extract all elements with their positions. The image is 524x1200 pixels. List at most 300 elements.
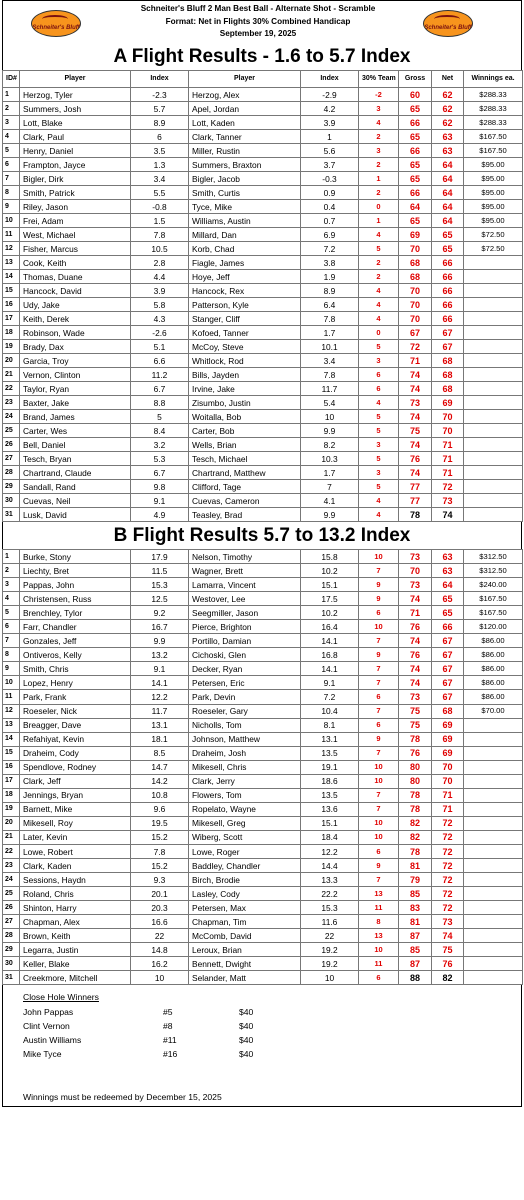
- net-score: 67: [432, 326, 464, 340]
- table-row: [3, 172, 523, 186]
- winnings: $86.00: [464, 634, 523, 648]
- net-score: 72: [432, 873, 464, 887]
- table-row: [3, 676, 523, 690]
- index-2: 19.1: [301, 760, 359, 774]
- winnings: [464, 788, 523, 802]
- index-2: 13.6: [301, 802, 359, 816]
- index-1: 9.3: [131, 873, 189, 887]
- index-2: 0.9: [301, 186, 359, 200]
- player-2: Mikesell, Chris: [189, 760, 301, 774]
- gross-score: 70: [399, 298, 432, 312]
- team-handicap: 10: [359, 816, 399, 830]
- player-1: Keith, Derek: [20, 312, 131, 326]
- winnings: [464, 410, 523, 424]
- winnings: [464, 298, 523, 312]
- player-2: Nicholls, Tom: [189, 718, 301, 732]
- player-2: Bigler, Jacob: [189, 172, 301, 186]
- gross-score: 74: [399, 368, 432, 382]
- gross-score: 87: [399, 929, 432, 943]
- row-id: 21: [3, 830, 20, 844]
- gross-score: 74: [399, 592, 432, 606]
- winnings: $70.00: [464, 704, 523, 718]
- table-row: [3, 88, 523, 102]
- player-1: Herzog, Tyler: [20, 88, 131, 102]
- net-score: 67: [432, 690, 464, 704]
- hole-number: #11: [163, 1035, 177, 1046]
- index-2: 13.5: [301, 746, 359, 760]
- row-id: 4: [3, 130, 20, 144]
- index-1: 17.9: [131, 550, 189, 564]
- table-row: [3, 270, 523, 284]
- index-2: 4.2: [301, 102, 359, 116]
- team-handicap: 5: [359, 480, 399, 494]
- index-1: 15.3: [131, 578, 189, 592]
- index-1: -0.8: [131, 200, 189, 214]
- row-id: 25: [3, 424, 20, 438]
- table-row: [3, 340, 523, 354]
- winnings: $95.00: [464, 172, 523, 186]
- team-handicap: 7: [359, 662, 399, 676]
- index-1: 9.2: [131, 606, 189, 620]
- index-1: 3.2: [131, 438, 189, 452]
- index-2: 3.9: [301, 116, 359, 130]
- table-row: [3, 550, 523, 564]
- index-2: 11.6: [301, 915, 359, 929]
- net-score: 71: [432, 788, 464, 802]
- col-winnings-header: Winnings ea.: [464, 71, 523, 88]
- player-1: Breagger, Dave: [20, 718, 131, 732]
- team-handicap: 2: [359, 130, 399, 144]
- winnings: [464, 971, 523, 985]
- row-id: 15: [3, 746, 20, 760]
- player-2: Wagner, Brett: [189, 564, 301, 578]
- row-id: 11: [3, 228, 20, 242]
- table-row: [3, 620, 523, 634]
- player-2: Bills, Jayden: [189, 368, 301, 382]
- index-1: 11.2: [131, 368, 189, 382]
- team-handicap: 5: [359, 410, 399, 424]
- player-1: Summers, Josh: [20, 102, 131, 116]
- player-2: Fiagle, James: [189, 256, 301, 270]
- gross-score: 73: [399, 690, 432, 704]
- gross-score: 74: [399, 466, 432, 480]
- gross-score: 76: [399, 648, 432, 662]
- gross-score: 73: [399, 396, 432, 410]
- net-score: 65: [432, 592, 464, 606]
- gross-score: 75: [399, 704, 432, 718]
- gross-score: 70: [399, 242, 432, 256]
- table-row: [3, 452, 523, 466]
- team-handicap: 9: [359, 578, 399, 592]
- index-2: 7.2: [301, 690, 359, 704]
- row-id: 16: [3, 760, 20, 774]
- row-id: 14: [3, 270, 20, 284]
- row-id: 21: [3, 368, 20, 382]
- winner-name: Austin Williams: [23, 1035, 82, 1046]
- team-handicap: 7: [359, 634, 399, 648]
- index-1: 3.9: [131, 284, 189, 298]
- gross-score: 70: [399, 564, 432, 578]
- player-1: Sessions, Haydn: [20, 873, 131, 887]
- player-2: Summers, Braxton: [189, 158, 301, 172]
- team-handicap: 5: [359, 340, 399, 354]
- row-id: 18: [3, 788, 20, 802]
- net-score: 63: [432, 564, 464, 578]
- player-2: Cichoski, Glen: [189, 648, 301, 662]
- player-1: Riley, Jason: [20, 200, 131, 214]
- winnings: $167.50: [464, 606, 523, 620]
- row-id: 5: [3, 606, 20, 620]
- gross-score: 65: [399, 102, 432, 116]
- table-row: [3, 957, 523, 971]
- index-2: 15.1: [301, 578, 359, 592]
- team-handicap: 3: [359, 354, 399, 368]
- table-row: [3, 396, 523, 410]
- team-handicap: 6: [359, 606, 399, 620]
- index-2: 8.1: [301, 718, 359, 732]
- index-1: 5: [131, 410, 189, 424]
- table-row: [3, 578, 523, 592]
- index-2: 5.4: [301, 396, 359, 410]
- index-1: 10.5: [131, 242, 189, 256]
- player-1: Draheim, Cody: [20, 746, 131, 760]
- row-id: 25: [3, 887, 20, 901]
- table-row: [3, 971, 523, 985]
- gross-score: 71: [399, 606, 432, 620]
- table-row: [3, 873, 523, 887]
- table-row: [3, 634, 523, 648]
- net-score: 70: [432, 410, 464, 424]
- row-id: 9: [3, 662, 20, 676]
- gross-score: 75: [399, 424, 432, 438]
- col-gross-header: Gross: [399, 71, 432, 88]
- table-row: [3, 718, 523, 732]
- player-2: Williams, Austin: [189, 214, 301, 228]
- gross-score: 66: [399, 186, 432, 200]
- winner-name: Clint Vernon: [23, 1021, 70, 1032]
- player-1: Bigler, Dirk: [20, 172, 131, 186]
- net-score: 72: [432, 859, 464, 873]
- index-1: 6.7: [131, 466, 189, 480]
- gross-score: 73: [399, 578, 432, 592]
- index-2: -2.9: [301, 88, 359, 102]
- team-handicap: 4: [359, 312, 399, 326]
- gross-score: 68: [399, 270, 432, 284]
- index-1: 14.8: [131, 943, 189, 957]
- winnings: [464, 424, 523, 438]
- winnings: [464, 887, 523, 901]
- gross-score: 82: [399, 816, 432, 830]
- index-1: 7.8: [131, 844, 189, 858]
- player-1: Gonzales, Jeff: [20, 634, 131, 648]
- gross-score: 82: [399, 830, 432, 844]
- index-2: 15.3: [301, 901, 359, 915]
- winnings: [464, 929, 523, 943]
- player-1: Refahiyat, Kevin: [20, 732, 131, 746]
- index-1: 14.7: [131, 760, 189, 774]
- player-2: Whitlock, Rod: [189, 354, 301, 368]
- index-1: 1.3: [131, 158, 189, 172]
- table-row: [3, 200, 523, 214]
- index-2: 0.7: [301, 214, 359, 228]
- team-handicap: 5: [359, 452, 399, 466]
- gross-score: 87: [399, 957, 432, 971]
- index-2: 3.4: [301, 354, 359, 368]
- net-score: 69: [432, 746, 464, 760]
- player-1: Clark, Jeff: [20, 774, 131, 788]
- winnings: $72.50: [464, 242, 523, 256]
- index-1: 20.3: [131, 901, 189, 915]
- player-2: Lasley, Cody: [189, 887, 301, 901]
- player-2: Clark, Jerry: [189, 774, 301, 788]
- net-score: 66: [432, 284, 464, 298]
- player-2: Zisumbo, Justin: [189, 396, 301, 410]
- player-2: Selander, Matt: [189, 971, 301, 985]
- index-2: 14.1: [301, 634, 359, 648]
- player-1: Brenchley, Tylor: [20, 606, 131, 620]
- net-score: 69: [432, 732, 464, 746]
- winnings: $95.00: [464, 186, 523, 200]
- player-2: Wiberg, Scott: [189, 830, 301, 844]
- team-handicap: 10: [359, 620, 399, 634]
- table-row: [3, 312, 523, 326]
- player-2: Kofoed, Tanner: [189, 326, 301, 340]
- player-1: Farr, Chandler: [20, 620, 131, 634]
- player-1: Hancock, David: [20, 284, 131, 298]
- table-row: [3, 648, 523, 662]
- gross-score: 64: [399, 200, 432, 214]
- index-2: 1.7: [301, 466, 359, 480]
- index-2: 1: [301, 130, 359, 144]
- row-id: 23: [3, 859, 20, 873]
- index-1: 5.5: [131, 186, 189, 200]
- table-row: [3, 186, 523, 200]
- index-2: 10: [301, 971, 359, 985]
- index-1: 13.2: [131, 648, 189, 662]
- index-2: 14.1: [301, 662, 359, 676]
- player-2: Westover, Lee: [189, 592, 301, 606]
- table-row: [3, 410, 523, 424]
- close-hole-title: Close Hole Winners: [23, 992, 99, 1003]
- row-id: 1: [3, 550, 20, 564]
- player-1: Legarra, Justin: [20, 943, 131, 957]
- gross-score: 74: [399, 634, 432, 648]
- net-score: 72: [432, 901, 464, 915]
- player-1: Cook, Keith: [20, 256, 131, 270]
- table-row: [3, 494, 523, 508]
- net-score: 68: [432, 382, 464, 396]
- player-2: Seegmiller, Jason: [189, 606, 301, 620]
- winnings: [464, 396, 523, 410]
- team-handicap: 13: [359, 887, 399, 901]
- row-id: 31: [3, 971, 20, 985]
- index-2: 16.4: [301, 620, 359, 634]
- gross-score: 77: [399, 494, 432, 508]
- player-2: Park, Devin: [189, 690, 301, 704]
- team-handicap: 9: [359, 732, 399, 746]
- player-2: Hancock, Rex: [189, 284, 301, 298]
- row-id: 19: [3, 340, 20, 354]
- team-handicap: 6: [359, 844, 399, 858]
- header: [2, 0, 522, 44]
- index-2: 10.2: [301, 564, 359, 578]
- team-handicap: 7: [359, 873, 399, 887]
- team-handicap: 9: [359, 648, 399, 662]
- winnings: [464, 732, 523, 746]
- hole-number: #5: [163, 1007, 173, 1018]
- player-1: Shinton, Harry: [20, 901, 131, 915]
- winnings: $72.50: [464, 228, 523, 242]
- winnings: $167.50: [464, 130, 523, 144]
- winnings: $95.00: [464, 158, 523, 172]
- team-handicap: 6: [359, 690, 399, 704]
- player-2: Petersen, Eric: [189, 676, 301, 690]
- team-handicap: 13: [359, 929, 399, 943]
- team-handicap: 2: [359, 270, 399, 284]
- row-id: 7: [3, 172, 20, 186]
- winnings: [464, 340, 523, 354]
- net-score: 75: [432, 943, 464, 957]
- gross-score: 60: [399, 88, 432, 102]
- team-handicap: 2: [359, 186, 399, 200]
- index-1: 19.5: [131, 816, 189, 830]
- row-id: 4: [3, 592, 20, 606]
- team-handicap: 10: [359, 760, 399, 774]
- net-score: 67: [432, 648, 464, 662]
- table-row: [3, 901, 523, 915]
- net-score: 67: [432, 340, 464, 354]
- row-id: 9: [3, 200, 20, 214]
- net-score: 73: [432, 915, 464, 929]
- winnings: [464, 915, 523, 929]
- index-1: 20.1: [131, 887, 189, 901]
- team-handicap: 4: [359, 284, 399, 298]
- player-2: Nelson, Timothy: [189, 550, 301, 564]
- index-1: 6.6: [131, 354, 189, 368]
- gross-score: 85: [399, 887, 432, 901]
- table-row: [3, 368, 523, 382]
- winnings: [464, 312, 523, 326]
- net-score: 74: [432, 929, 464, 943]
- winnings: [464, 718, 523, 732]
- row-id: 5: [3, 144, 20, 158]
- index-2: 3.8: [301, 256, 359, 270]
- table-row: [3, 690, 523, 704]
- index-1: 3.4: [131, 172, 189, 186]
- gross-score: 74: [399, 382, 432, 396]
- player-1: Lopez, Henry: [20, 676, 131, 690]
- index-2: 22.2: [301, 887, 359, 901]
- row-id: 13: [3, 256, 20, 270]
- index-1: 16.7: [131, 620, 189, 634]
- winnings: $86.00: [464, 676, 523, 690]
- net-score: 72: [432, 830, 464, 844]
- net-score: 74: [432, 508, 464, 522]
- table-row: [3, 760, 523, 774]
- index-2: 18.4: [301, 830, 359, 844]
- player-1: Ontiveros, Kelly: [20, 648, 131, 662]
- index-2: 11.7: [301, 382, 359, 396]
- net-score: 69: [432, 396, 464, 410]
- row-id: 22: [3, 382, 20, 396]
- player-1: Pappas, John: [20, 578, 131, 592]
- winnings: [464, 480, 523, 494]
- gross-score: 65: [399, 158, 432, 172]
- index-2: 14.4: [301, 859, 359, 873]
- player-2: Cuevas, Cameron: [189, 494, 301, 508]
- player-2: McCoy, Steve: [189, 340, 301, 354]
- net-score: 64: [432, 158, 464, 172]
- winnings: $86.00: [464, 648, 523, 662]
- gross-score: 81: [399, 915, 432, 929]
- player-2: Lowe, Roger: [189, 844, 301, 858]
- table-row: [3, 774, 523, 788]
- player-1: Later, Kevin: [20, 830, 131, 844]
- index-1: 12.2: [131, 690, 189, 704]
- team-handicap: 11: [359, 901, 399, 915]
- net-score: 76: [432, 957, 464, 971]
- player-1: Smith, Chris: [20, 662, 131, 676]
- table-row: [3, 228, 523, 242]
- row-id: 24: [3, 873, 20, 887]
- player-1: Chartrand, Claude: [20, 466, 131, 480]
- row-id: 20: [3, 354, 20, 368]
- player-2: Clifford, Tage: [189, 480, 301, 494]
- player-1: Cuevas, Neil: [20, 494, 131, 508]
- gross-score: 66: [399, 116, 432, 130]
- player-1: Keller, Blake: [20, 957, 131, 971]
- row-id: 31: [3, 508, 20, 522]
- index-2: 17.5: [301, 592, 359, 606]
- index-2: 5.6: [301, 144, 359, 158]
- team-handicap: 7: [359, 676, 399, 690]
- player-1: Roeseler, Nick: [20, 704, 131, 718]
- index-1: 16.2: [131, 957, 189, 971]
- player-2: Flowers, Tom: [189, 788, 301, 802]
- index-1: 9.6: [131, 802, 189, 816]
- winnings: [464, 830, 523, 844]
- index-1: 22: [131, 929, 189, 943]
- table-row: [3, 859, 523, 873]
- player-1: Barnett, Mike: [20, 802, 131, 816]
- winner-name: John Pappas: [23, 1007, 74, 1018]
- player-1: Brown, Keith: [20, 929, 131, 943]
- net-score: 66: [432, 298, 464, 312]
- winnings: [464, 760, 523, 774]
- row-id: 17: [3, 312, 20, 326]
- winnings: $95.00: [464, 200, 523, 214]
- net-score: 71: [432, 466, 464, 480]
- row-id: 26: [3, 901, 20, 915]
- player-2: Clark, Tanner: [189, 130, 301, 144]
- index-2: 1.9: [301, 270, 359, 284]
- player-1: Taylor, Ryan: [20, 382, 131, 396]
- team-handicap: 10: [359, 550, 399, 564]
- team-handicap: 7: [359, 788, 399, 802]
- player-1: West, Michael: [20, 228, 131, 242]
- net-score: 66: [432, 270, 464, 284]
- winnings: $312.50: [464, 564, 523, 578]
- row-id: 10: [3, 676, 20, 690]
- row-id: 30: [3, 494, 20, 508]
- net-score: 70: [432, 424, 464, 438]
- winnings: $167.50: [464, 592, 523, 606]
- table-row: [3, 830, 523, 844]
- team-handicap: 1: [359, 172, 399, 186]
- player-1: Chapman, Alex: [20, 915, 131, 929]
- table-row: [3, 242, 523, 256]
- table-row: [3, 816, 523, 830]
